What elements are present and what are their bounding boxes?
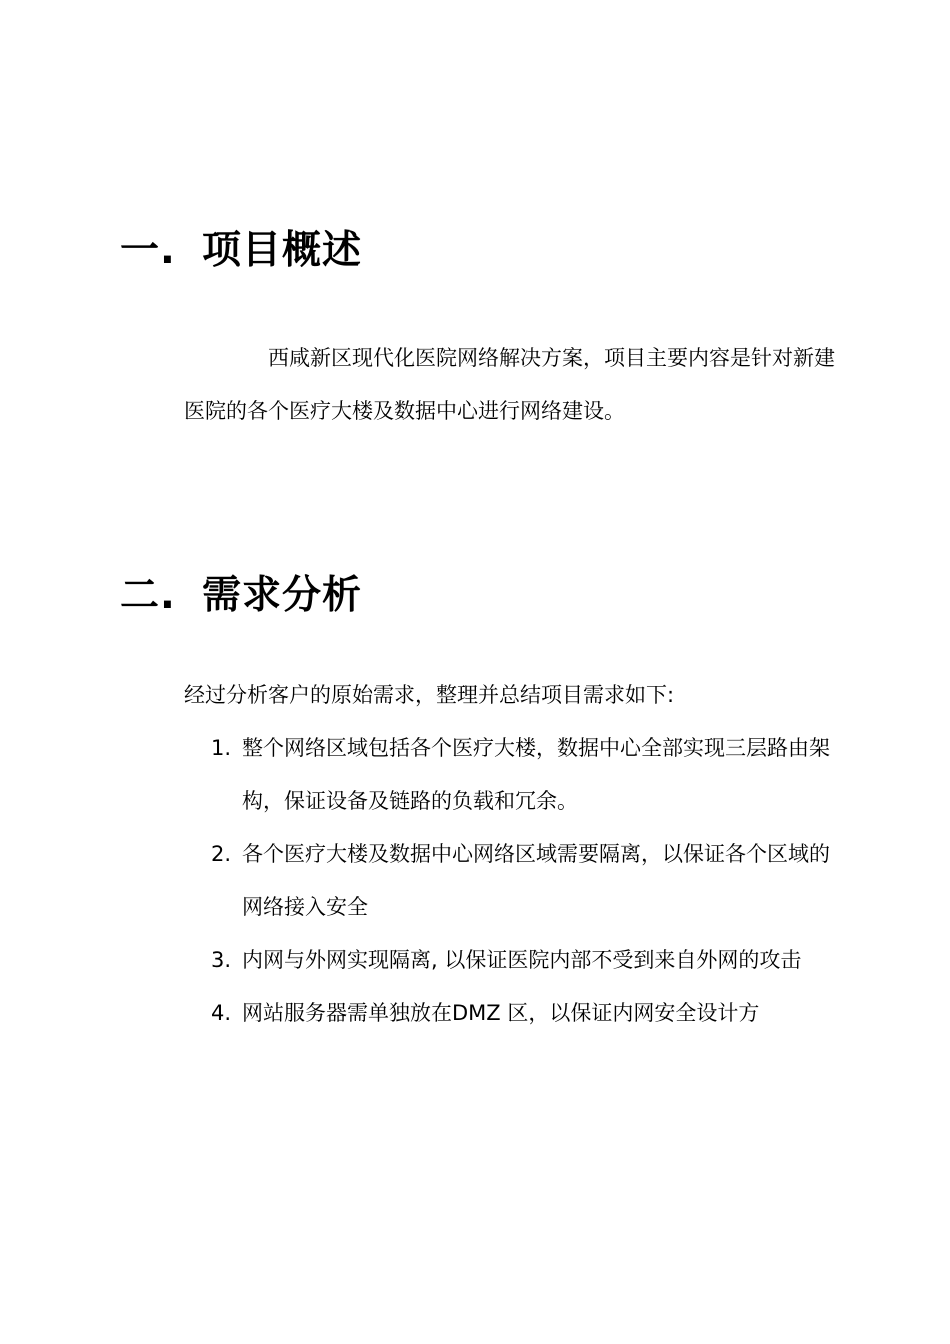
section-1-paragraph: 西咸新区现代化医院网络解决方案，项目主要内容是针对新建医院的各个医疗大楼及数据中心进行网络建设。 (184, 346, 835, 423)
list-item (205, 722, 835, 828)
section-2-title: 需求分析 (202, 573, 363, 618)
list-item-text: 内网与外网实现隔离, 以保证医院内部不受到来自外网的攻击 (242, 948, 802, 972)
section-2-heading (120, 573, 362, 619)
list-item-number: 1. (211, 736, 232, 760)
list-item (205, 828, 835, 934)
list-item-text: 各个医疗大楼及数据中心网络区域需要隔离，以保证各个区域的网络接入安全 (242, 842, 830, 919)
list-item (205, 934, 835, 987)
list-item (205, 987, 835, 1040)
list-item-number: 4. (211, 1001, 232, 1025)
section-2-number: 二. (120, 573, 176, 618)
list-item-number: 3. (211, 948, 232, 972)
section-1-heading (120, 228, 362, 274)
section-1-title: 项目概述 (202, 228, 363, 273)
list-item-text: 网站服务器需单独放在DMZ 区，以保证内网安全设计方 (242, 1001, 760, 1025)
section-1-number: 一. (120, 228, 176, 273)
section-2-lead-paragraph: 经过分析客户的原始需求，整理并总结项目需求如下: (184, 683, 675, 707)
list-item-number: 2. (211, 842, 232, 866)
list-item-text: 整个网络区域包括各个医疗大楼，数据中心全部实现三层路由架构，保证设备及链路的负载和冗余。 (242, 736, 830, 813)
requirements-list (205, 722, 835, 1040)
